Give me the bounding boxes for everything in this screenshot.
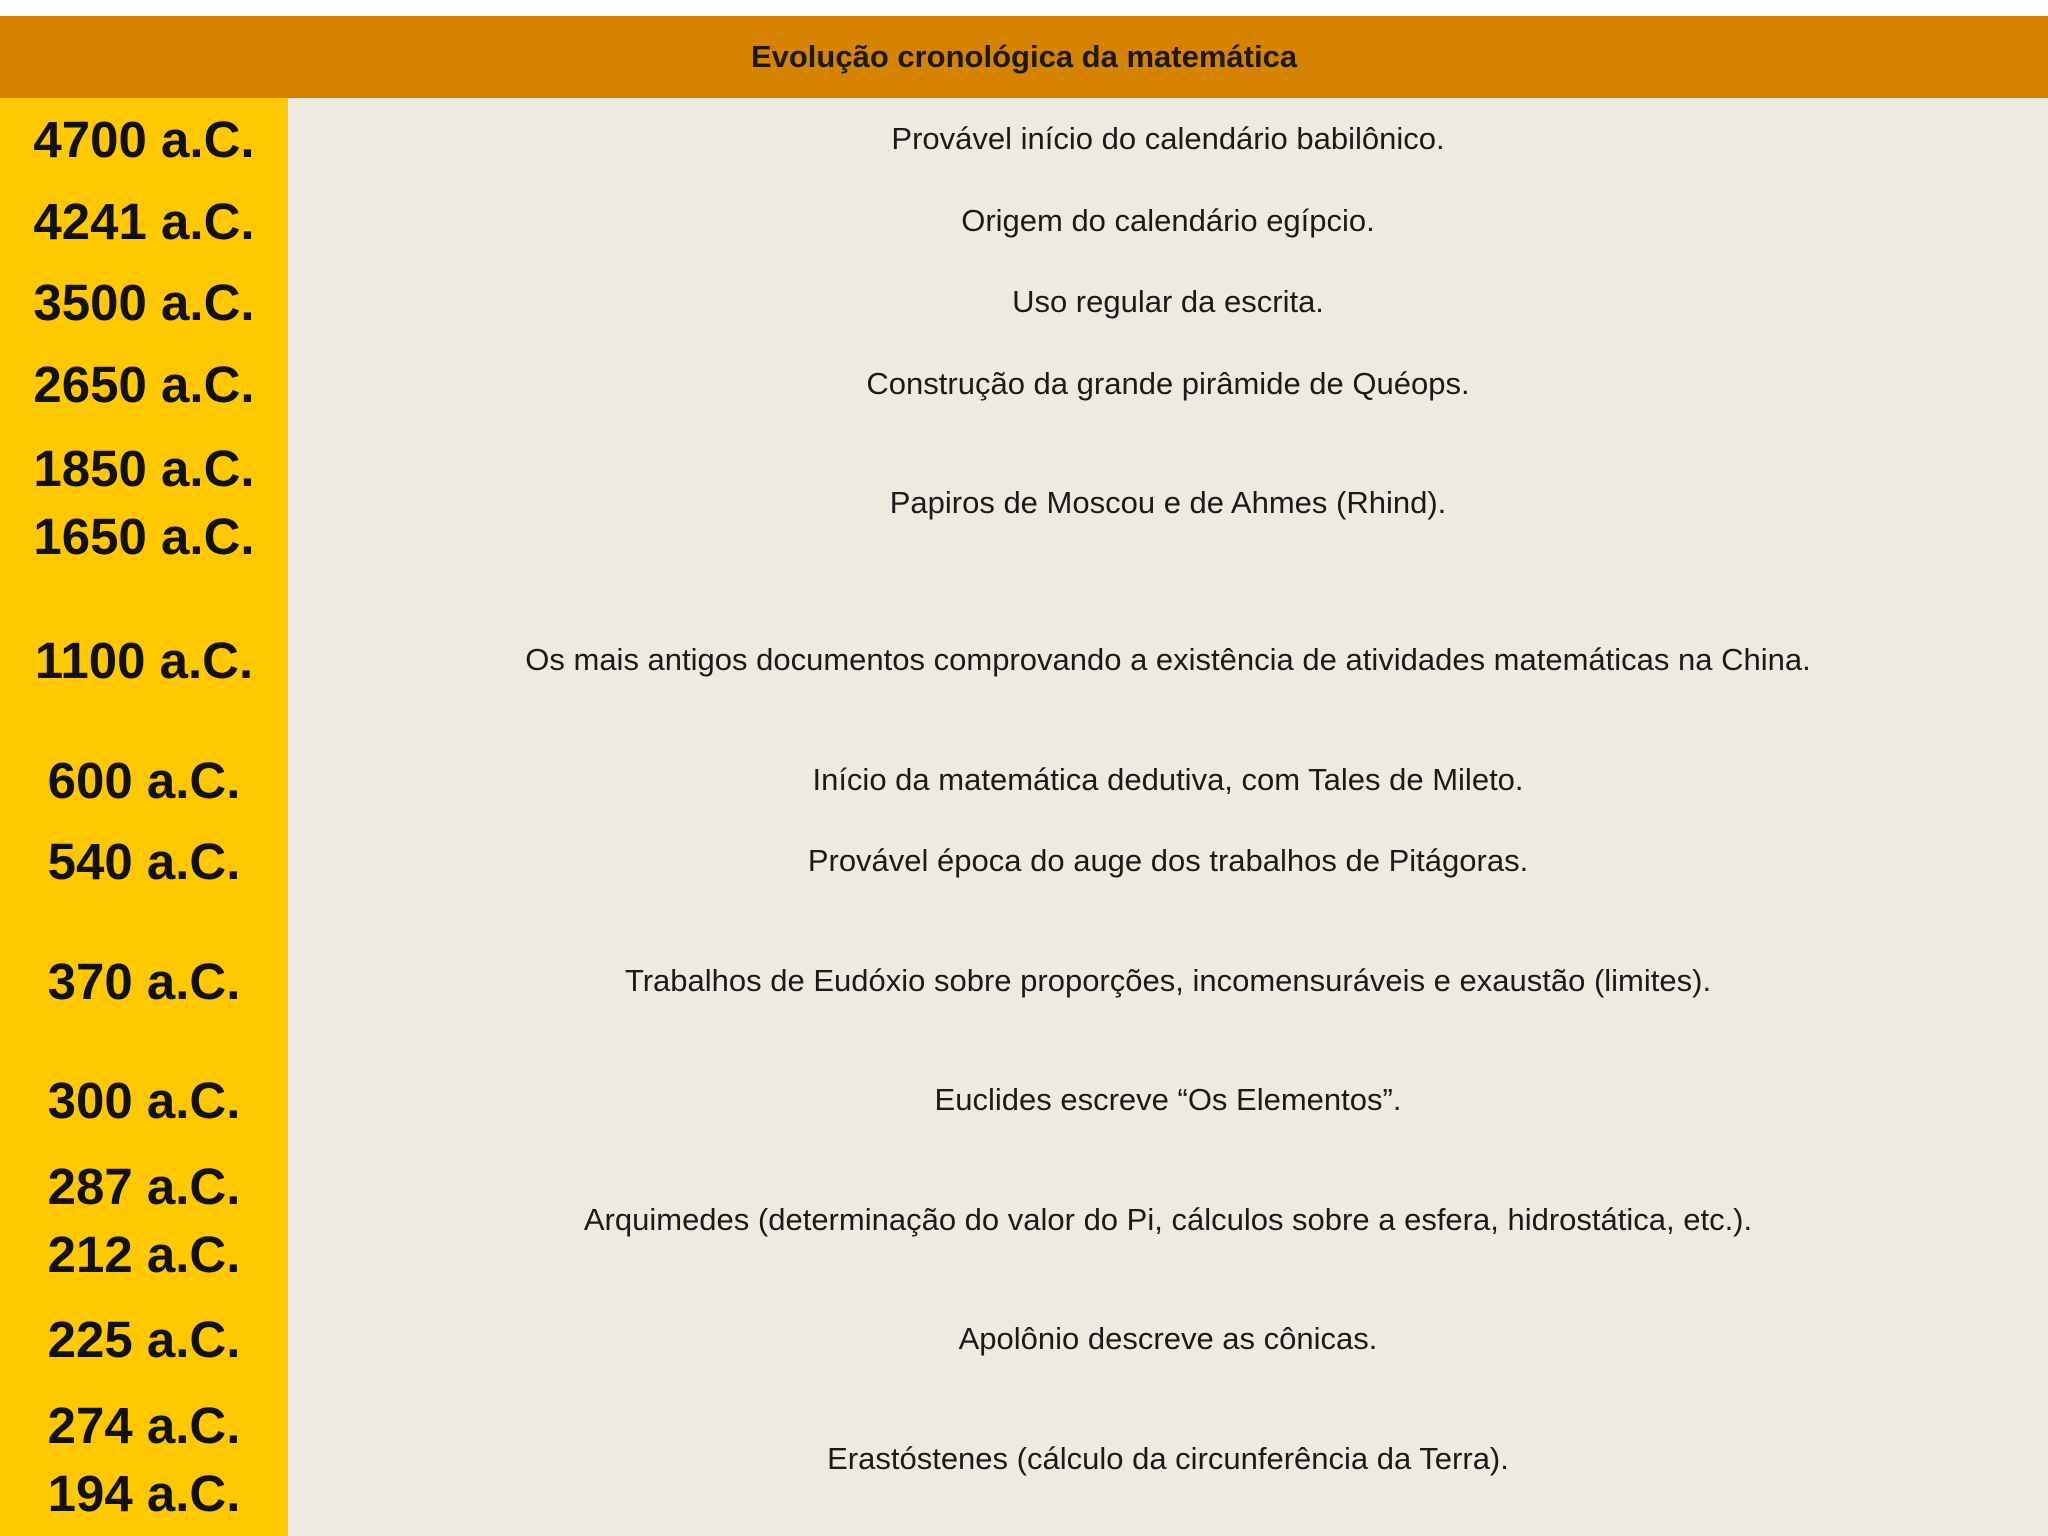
year-label: 1850 a.C. <box>33 440 255 497</box>
year-label: 194 a.C. <box>47 1465 241 1522</box>
year-label: 4241 a.C. <box>33 193 255 250</box>
event-description: Erastóstenes (cálculo da circunferência da Terra). <box>827 1441 1509 1476</box>
year-label: 2650 a.C. <box>33 356 255 413</box>
year-label: 1650 a.C. <box>33 508 255 565</box>
event-description: Arquimedes (determinação do valor do Pi, cálculos sobre a esfera, hidrostática, etc.). <box>583 1202 1753 1237</box>
year-label: 600 a.C. <box>47 752 241 809</box>
page-title: Evolução cronológica da matemática <box>750 39 1298 74</box>
year-label: 4700 a.C. <box>33 111 255 168</box>
event-description: Construção da grande pirâmide de Quéops. <box>866 366 1470 401</box>
event-description: Os mais antigos documentos comprovando a existência de atividades matemáticas na China. <box>525 642 1811 677</box>
year-label: 540 a.C. <box>47 833 241 890</box>
event-description: Euclides escreve “Os Elementos”. <box>934 1082 1402 1117</box>
year-label: 300 a.C. <box>47 1072 241 1129</box>
event-description: Provável início do calendário babilônico. <box>891 121 1445 156</box>
event-description: Trabalhos de Eudóxio sobre proporções, incomensuráveis e exaustão (limites). <box>624 963 1712 998</box>
year-label: 1100 a.C. <box>34 632 254 689</box>
year-label: 370 a.C. <box>47 953 241 1010</box>
year-label: 287 a.C. <box>47 1158 241 1215</box>
year-label: 274 a.C. <box>47 1397 241 1454</box>
top-margin-strip <box>0 0 2048 16</box>
event-description: Origem do calendário egípcio. <box>961 203 1375 238</box>
year-label: 225 a.C. <box>47 1311 241 1368</box>
event-description: Apolônio descreve as cônicas. <box>958 1321 1378 1356</box>
year-label: 212 a.C. <box>47 1226 241 1283</box>
event-description: Uso regular da escrita. <box>1012 284 1324 319</box>
event-description: Provável época do auge dos trabalhos de Pitágoras. <box>807 843 1529 878</box>
year-label: 3500 a.C. <box>33 274 255 331</box>
event-description: Início da matemática dedutiva, com Tales de Mileto. <box>812 762 1524 797</box>
header-bar <box>0 16 2048 98</box>
event-description: Papiros de Moscou e de Ahmes (Rhind). <box>889 485 1447 520</box>
